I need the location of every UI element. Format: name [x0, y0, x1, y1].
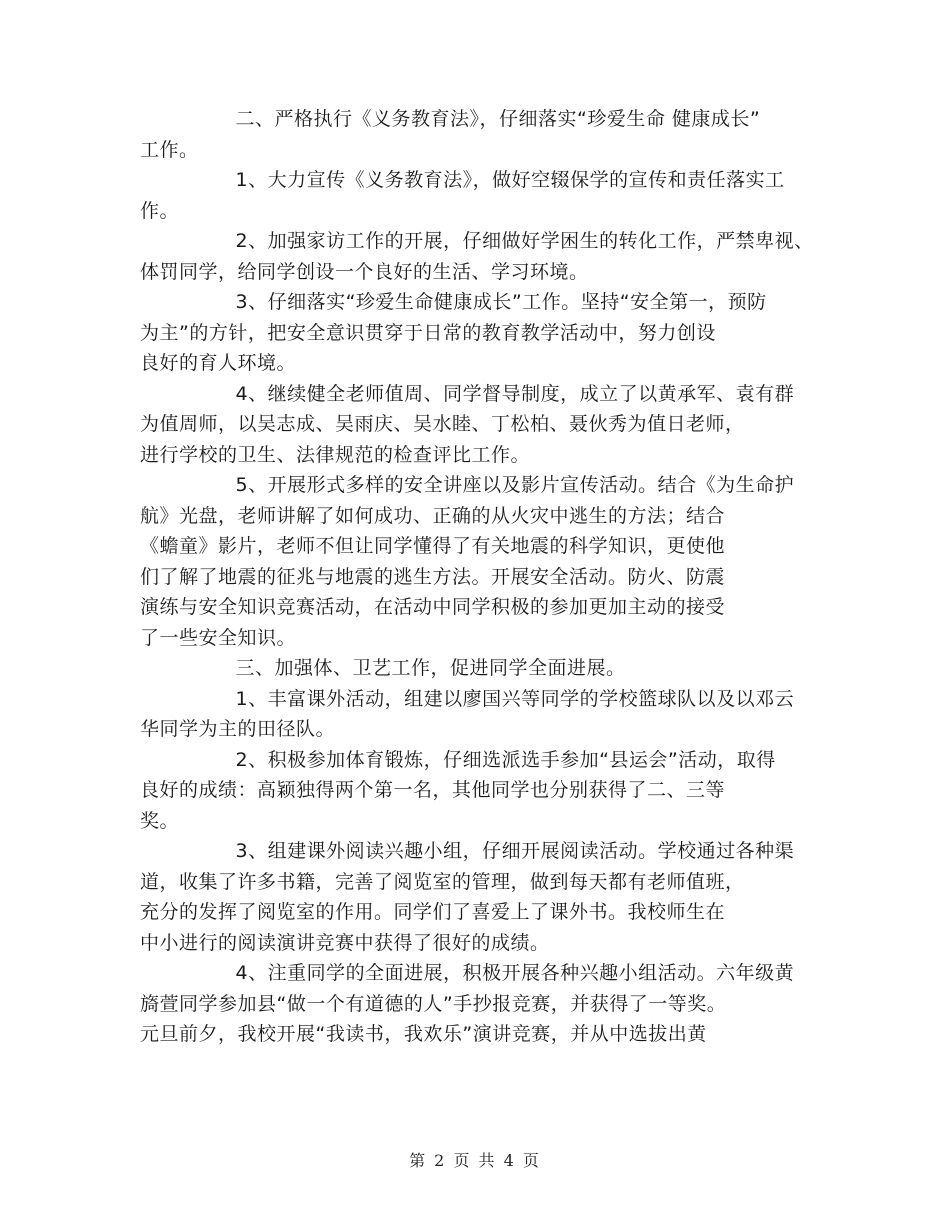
paragraph	[140, 470, 830, 653]
document-body	[140, 104, 830, 1050]
text-line: 元旦前夕，我校开展“我读书，我欢乐”演讲竞赛，并从中选拔出黄	[140, 1023, 707, 1045]
text-line: 3、仔细落实“珍爱生命健康成长”工作。坚持“安全第一，预防	[235, 291, 767, 313]
text-line: 旖萱同学参加县“做一个有道德的人”手抄报竞赛，并获得了一等奖。	[140, 992, 727, 1015]
text-line: 良好的成绩：高颖独得两个第一名，其他同学也分别获得了二、三等	[140, 779, 726, 801]
text-line: 进行学校的卫生、法律规范的检查评比工作。	[140, 443, 531, 466]
text-line: 2、加强家访工作的开展，仔细做好学困生的转化工作，严禁卑视、	[235, 230, 814, 252]
text-line: 4、继续健全老师值周、同学督导制度，成立了以黄承军、袁有群	[235, 382, 795, 405]
text-line: 1、大力宣传《义务教育法》，做好空辍保学的宣传和责任落实工	[235, 169, 785, 191]
text-line: 1、丰富课外活动，组建以廖国兴等同学的学校篮球队以及以邓云	[235, 687, 795, 710]
text-line: 为值周师，以吴志成、吴雨庆、吴水睦、丁松柏、聂伙秀为值日老师，	[140, 413, 745, 435]
paragraph	[140, 287, 830, 379]
text-line: 们了解了地震的征兆与地震的逃生方法。开展安全活动。防火、防震	[140, 565, 726, 588]
text-line: 中小进行的阅读演讲竞赛中获得了很好的成绩。	[140, 931, 550, 954]
text-line: 二、严格执行《义务教育法》，仔细落实“珍爱生命 健康成长”	[235, 108, 761, 130]
text-line: 2、积极参加体育锻炼，仔细选派选手参加“县运会”活动，取得	[235, 748, 776, 771]
page-footer	[0, 1148, 950, 1171]
text-line: 充分的发挥了阅览室的作用。同学们了喜爱上了课外书。我校师生在	[140, 901, 726, 923]
text-line: 华同学为主的田径队。	[140, 718, 336, 740]
text-line: 道，收集了许多书籍，完善了阅览室的管理，做到每天都有老师值班，	[140, 870, 745, 893]
text-line: 《蟾童》影片，老师不但让同学懂得了有关地震的科学知识，更使他	[140, 535, 726, 557]
text-line: 良好的育人环境。	[140, 352, 297, 374]
text-line: 工作。	[140, 138, 199, 161]
text-line: 三、加强体、卫艺工作，促进同学全面进展。	[235, 657, 626, 679]
paragraph	[140, 653, 830, 684]
text-line: 5、开展形式多样的安全讲座以及影片宣传活动。结合《为生命护	[235, 474, 795, 496]
paragraph	[140, 226, 830, 287]
text-line: 作。	[140, 199, 180, 222]
paragraph	[140, 379, 830, 471]
paragraph	[140, 104, 830, 165]
paragraph	[140, 684, 830, 745]
paragraph	[140, 745, 830, 837]
text-line: 了一些安全知识。	[140, 626, 297, 649]
text-line: 体罚同学，给同学创设一个良好的生活、学习环境。	[140, 260, 589, 283]
paragraph	[140, 165, 830, 226]
text-line: 4、注重同学的全面进展，积极开展各种兴趣小组活动。六年级黄	[235, 962, 795, 984]
text-line: 奖。	[140, 809, 180, 832]
text-line: 航》光盘，老师讲解了如何成功、正确的从火灾中逃生的方法；结合	[140, 504, 726, 527]
text-line: 演练与安全知识竞赛活动，在活动中同学积极的参加更加主动的接受	[140, 596, 726, 618]
text-line: 为主”的方针，把安全意识贯穿于日常的教育教学活动中，努力创设	[140, 321, 716, 344]
paragraph	[140, 836, 830, 958]
paragraph	[140, 958, 830, 1050]
text-line: 3、组建课外阅读兴趣小组，仔细开展阅读活动。学校通过各种渠	[235, 840, 795, 862]
page-number: 第 2 页 共 4 页	[409, 1151, 541, 1170]
